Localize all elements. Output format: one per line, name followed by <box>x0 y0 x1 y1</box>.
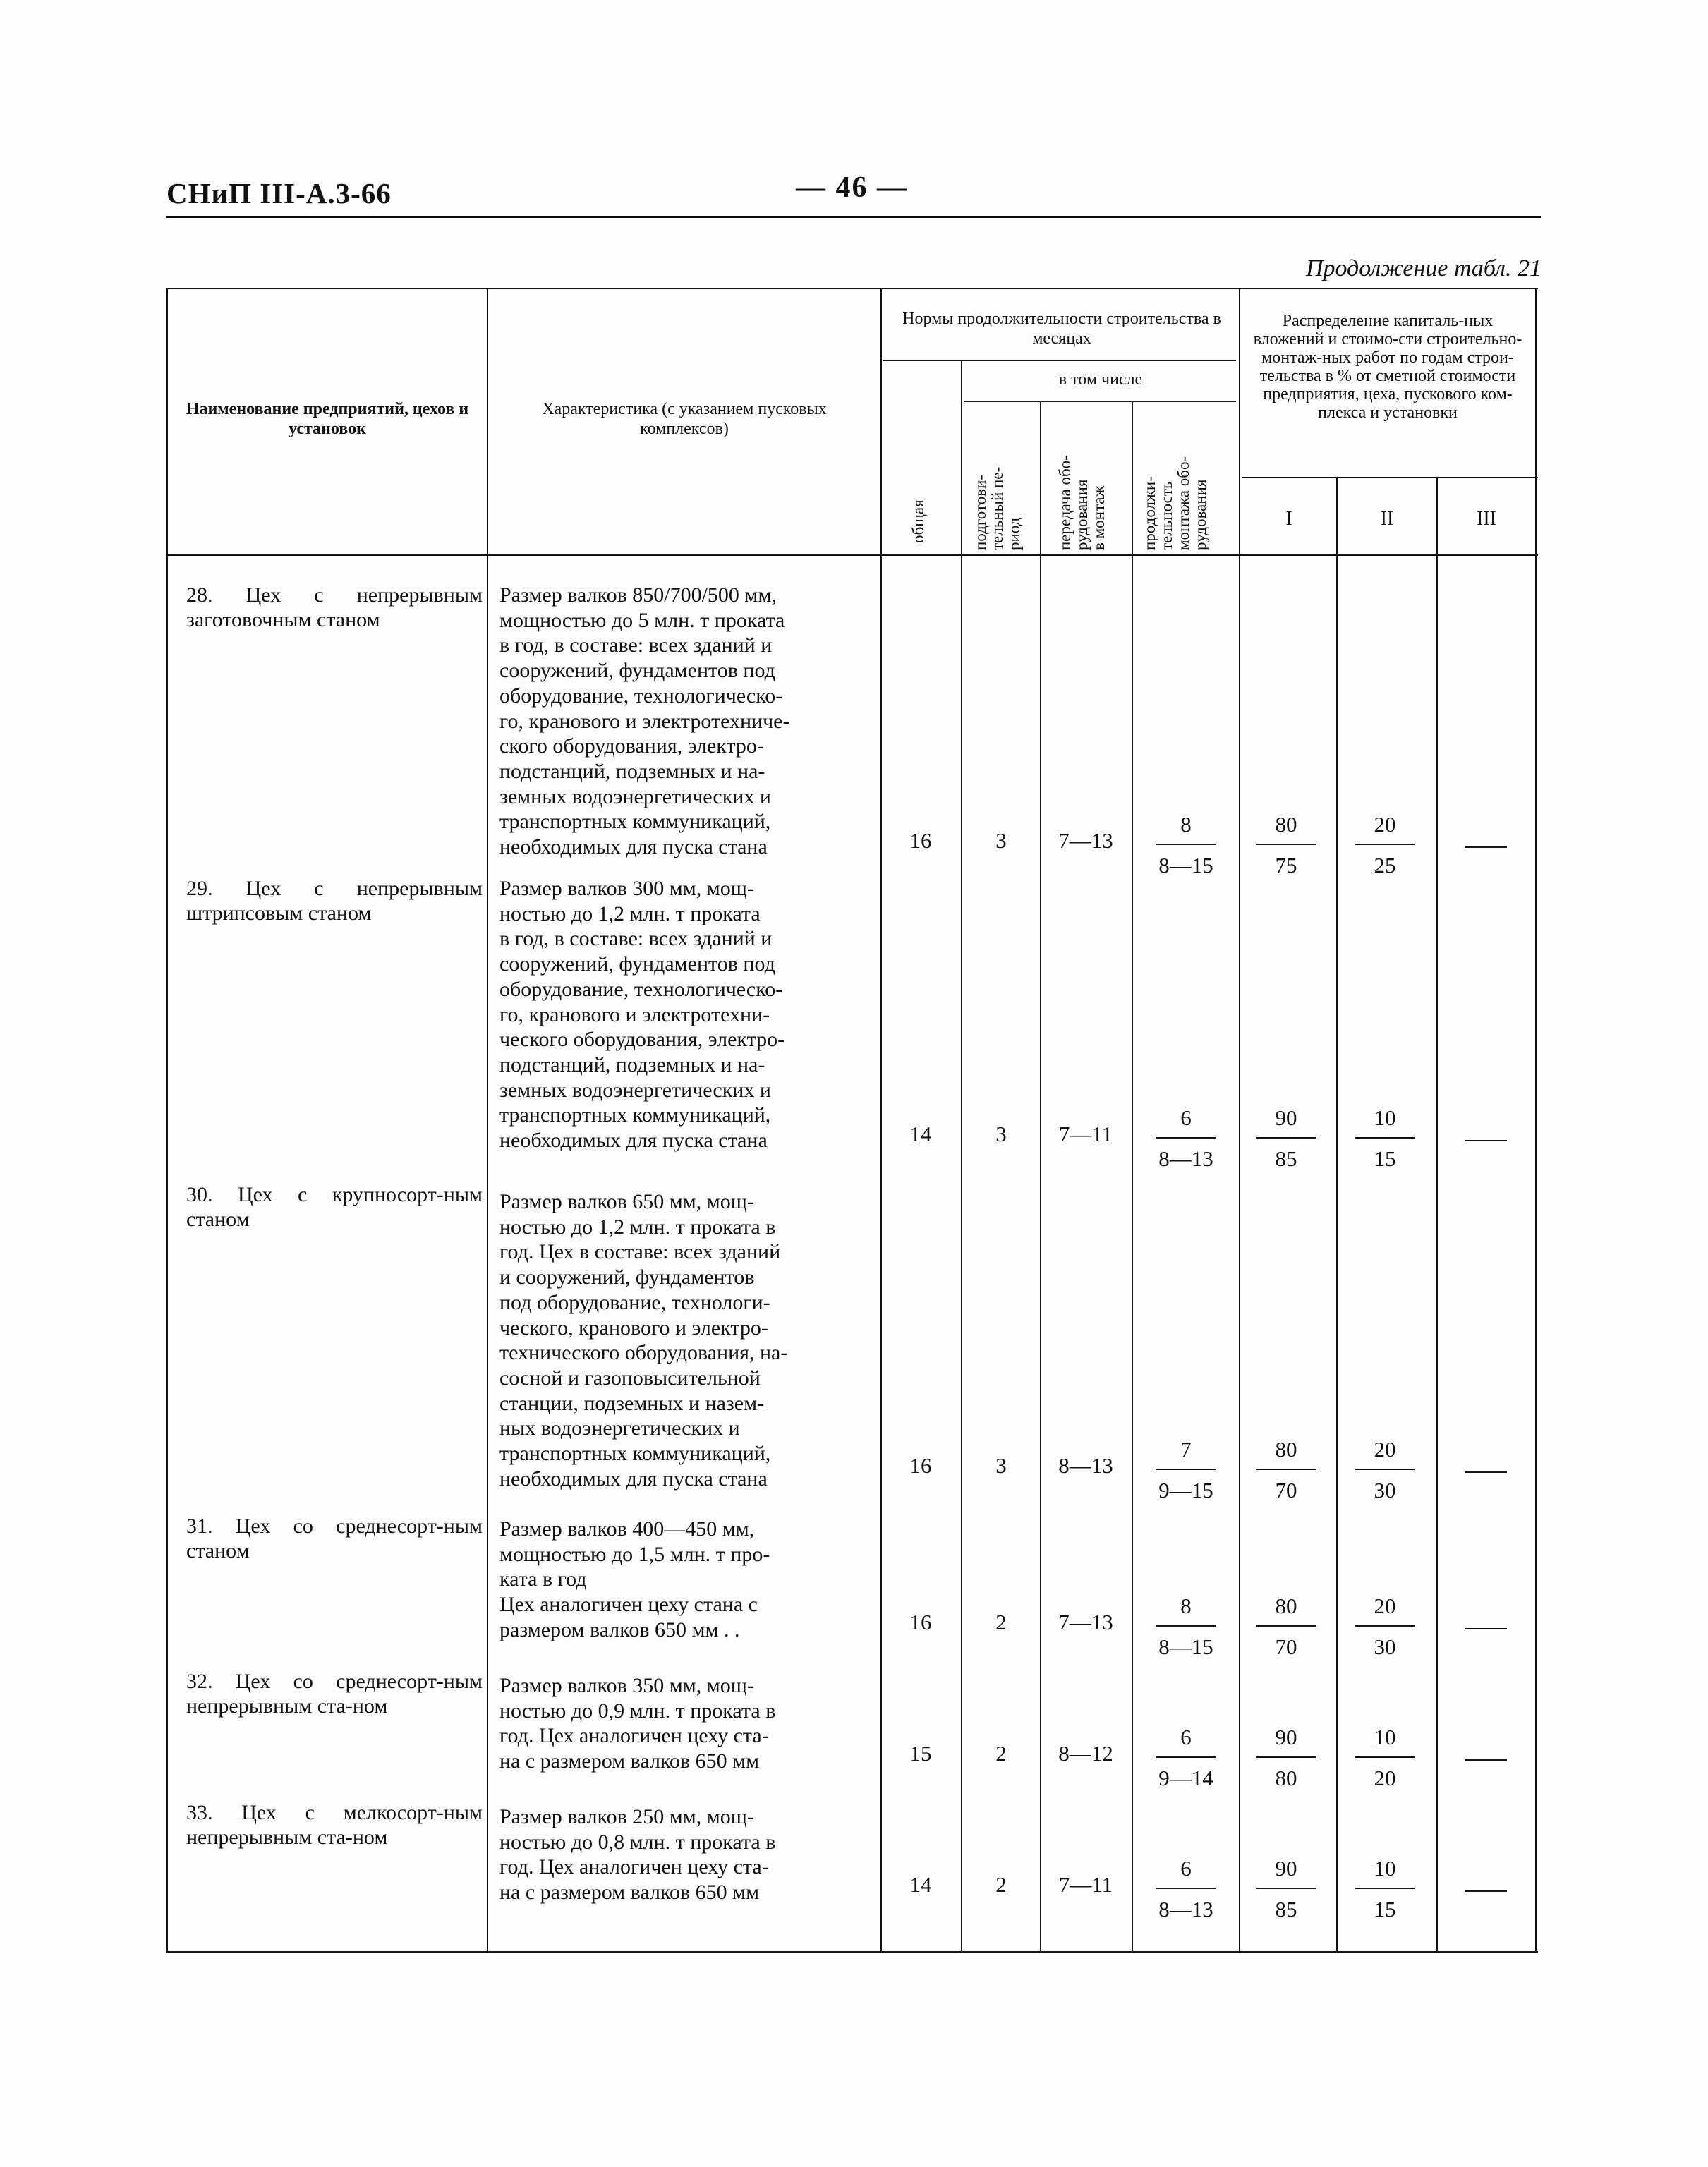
row-name: 31. Цех со среднесорт-ным станом <box>186 1515 483 1562</box>
cell-year2: 10 20 <box>1346 1724 1424 1792</box>
row-description: Размер валков 850/700/500 мм, мощностью до 5 млн. т проката в год, в составе: всех зданий и сооружений, фундаментов под оборудование, технологическо- го, кранового и электротехниче- ского оборудования, электро- подстанций, подземных и на- земных водоэнергетических и транспортных коммуникаций, необходимых для пуска стана <box>499 583 790 859</box>
cell-prep: 3 <box>995 828 1007 853</box>
cell-duration: 7 9—15 <box>1147 1436 1225 1504</box>
col-prep-header: подготови- тельный пе- риод <box>971 466 1023 550</box>
cell-year2: 10 15 <box>1346 1855 1424 1923</box>
cell-year3-dash <box>1465 1890 1507 1892</box>
cell-transfer: 8—12 <box>1058 1741 1113 1766</box>
cell-year2: 20 30 <box>1346 1593 1424 1661</box>
header-rule <box>166 216 1541 218</box>
row-name: 33. Цех с мелкосорт-ным непрерывным ста-ном <box>186 1801 483 1849</box>
row-name: 32. Цех со среднесорт-ным непрерывным ста-ном <box>186 1670 483 1718</box>
cell-year3-dash <box>1465 1471 1507 1473</box>
cell-duration: 8 8—15 <box>1147 1593 1225 1661</box>
cell-duration: 6 8—13 <box>1147 1855 1225 1923</box>
cell-prep: 2 <box>995 1610 1007 1634</box>
col-distribution-header: Распределение капиталь-ных вложений и стоимо-сти строительно-монтаж-ных работ по годам строи-тельства в % от сметной стоимости предприятия, цеха, пускового ком-плекса и установки <box>1253 312 1522 422</box>
row-name: 30. Цех с крупносорт-ным станом <box>186 1183 483 1231</box>
col-in-total-header: в том числе <box>1058 370 1143 389</box>
row-description: Размер валков 250 мм, мощ- ностью до 0,8 млн. т проката в год. Цех аналогичен цеху ста- на с размером валков 650 мм <box>499 1805 776 1905</box>
document-code: СНиП III-А.3-66 <box>166 177 392 210</box>
cell-transfer: 7—13 <box>1058 1610 1113 1634</box>
cell-year3-dash <box>1465 846 1507 848</box>
cell-year3-dash <box>1465 1140 1507 1141</box>
cell-year1: 80 75 <box>1247 811 1325 879</box>
cell-year2: 10 15 <box>1346 1105 1424 1172</box>
cell-year1: 90 85 <box>1247 1105 1325 1172</box>
cell-total: 16 <box>909 828 932 853</box>
cell-prep: 2 <box>995 1741 1007 1766</box>
cell-year1: 80 70 <box>1247 1593 1325 1661</box>
row-name: 29. Цех с непрерывным штрипсовым станом <box>186 877 483 925</box>
table-continuation: Продолжение табл. 21 <box>1305 255 1542 281</box>
cell-duration: 8 8—15 <box>1147 811 1225 879</box>
cell-total: 16 <box>909 1453 932 1478</box>
cell-total: 16 <box>909 1610 932 1634</box>
cell-year2: 20 30 <box>1346 1436 1424 1504</box>
cell-total: 14 <box>909 1122 932 1146</box>
cell-prep: 3 <box>995 1453 1007 1478</box>
row-description: Размер валков 350 мм, мощ- ностью до 0,9 млн. т проката в год. Цех аналогичен цеху ста- на с размером валков 650 мм <box>499 1674 776 1773</box>
col-characteristic-header: Характеристика (с указанием пусковых комплексов) <box>542 400 827 438</box>
col-total-header: общая <box>909 499 927 543</box>
col-duration-header: продолжи- тельность монтажа обо- рудования <box>1141 456 1209 550</box>
cell-total: 15 <box>909 1741 932 1766</box>
row-description: Размер валков 400—450 мм, мощностью до 1,5 млн. т про- ката в год Цех аналогичен цеху стана с размером валков 650 мм . . <box>499 1517 770 1641</box>
row-description: Размер валков 300 мм, мощ- ностью до 1,2 млн. т проката в год, в составе: всех зданий и сооружений, фундаментов под оборудование, технологическо- го, кранового и электротехни- ческого оборудования, электро- подстанций, подземных и на- земных водоэнергетических и транспортных коммуникаций, необходимых для пуска стана <box>499 877 785 1153</box>
col-year3-header: III <box>1477 508 1496 530</box>
cell-duration: 6 8—13 <box>1147 1105 1225 1172</box>
cell-year3-dash <box>1465 1628 1507 1629</box>
cell-year1: 90 85 <box>1247 1855 1325 1923</box>
cell-transfer: 7—11 <box>1058 1122 1113 1146</box>
cell-transfer: 7—13 <box>1058 828 1113 853</box>
col-year2-header: II <box>1380 508 1394 530</box>
cell-total: 14 <box>909 1872 932 1897</box>
cell-year1: 90 80 <box>1247 1724 1325 1792</box>
cell-duration: 6 9—14 <box>1147 1724 1225 1792</box>
cell-year3-dash <box>1465 1759 1507 1761</box>
page-number: — 46 — <box>796 171 908 204</box>
cell-transfer: 8—13 <box>1058 1453 1113 1478</box>
col-name-header: Наименование предприятий, цехов и установок <box>186 400 469 438</box>
col-transfer-header: передача обо- рудования в монтаж <box>1056 455 1108 550</box>
cell-prep: 3 <box>995 1122 1007 1146</box>
col-norms-header: Нормы продолжительности строительства в месяцах <box>902 310 1221 348</box>
cell-transfer: 7—11 <box>1058 1872 1113 1897</box>
row-name: 28. Цех с непрерывным заготовочным станом <box>186 583 483 631</box>
row-description: Размер валков 650 мм, мощ- ностью до 1,2 млн. т проката в год. Цех в составе: всех зданий и сооружений, фундаментов под оборудование, технологи- ческого, кранового и электро- технического оборудования, на- сосной и газоповысительной станции, подземных и назем- ных водоэнергетических и транспортных коммуникаций, необходимых для пуска стана <box>499 1190 788 1491</box>
cell-year1: 80 70 <box>1247 1436 1325 1504</box>
cell-year2: 20 25 <box>1346 811 1424 879</box>
col-year1-header: I <box>1285 508 1292 530</box>
cell-prep: 2 <box>995 1872 1007 1897</box>
